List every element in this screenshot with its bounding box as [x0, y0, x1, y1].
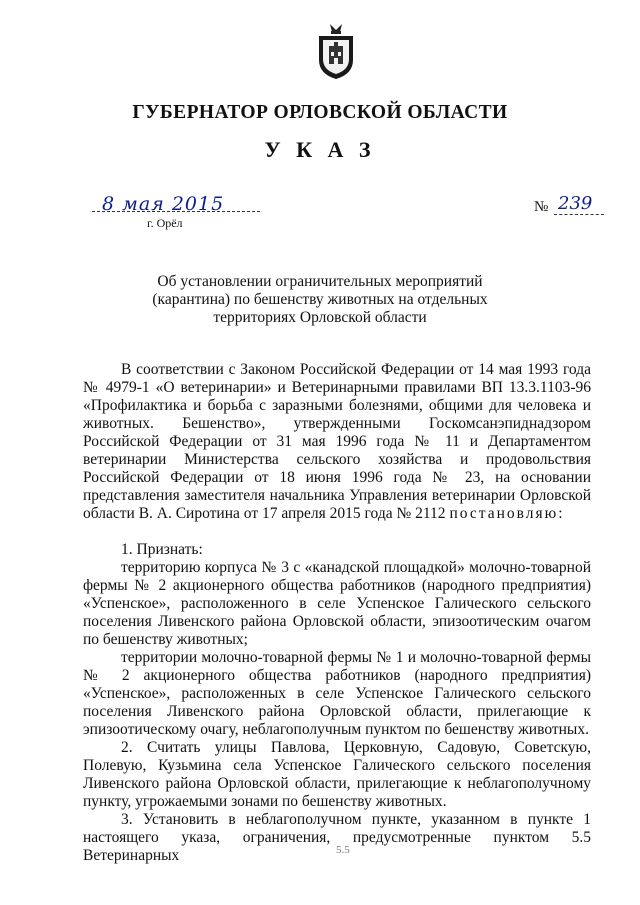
item-1-clause-b: территории молочно-товарной фермы № 1 и молочно-товарной фермы № 2 акционерного общества работников (народного предприятия) «Успенское», расположенных в селе Успенское Галического сельского поселения Ливенского района Орловской области, прилегающие к эпизоотическому очагу, неблагополучным пунктом по бешенству животных.	[83, 649, 591, 738]
decree-body	[83, 361, 591, 865]
authority-title: ГУБЕРНАТОР ОРЛОВСКОЙ ОБЛАСТИ	[132, 102, 508, 123]
decree-subject	[130, 273, 510, 327]
city: г. Орёл	[147, 216, 183, 230]
handwritten-date: 8 мая 2015	[102, 193, 225, 215]
item-3: 3. Установить в неблагополучном пункте, указанном в пункте 1 настоящего указа, ограничения, предусмотренные пунктом 5.5 Ветеринарных	[83, 811, 591, 864]
document-type: У К А З	[264, 137, 376, 162]
page-mark: 5.5	[336, 844, 350, 856]
number-label: №	[534, 199, 549, 215]
subject-line: Об установлении ограничительных мероприятий	[157, 273, 483, 290]
item-1-title: 1. Признать:	[121, 541, 203, 558]
subject-line: территориях Орловской области	[213, 309, 427, 326]
item-2: 2. Считать улицы Павлова, Церковную, Садовую, Советскую, Полевую, Кузьмина села Успенское Галического сельского поселения Ливенского района Орловской области, прилегающие к неблагополучному пункту, угрожаемыми зонами по бешенству животных.	[83, 739, 591, 810]
preamble-text: В соответствии с Законом Российской Федерации от 14 мая 1993 года № 4979-1 «О ветеринарии» и Ветеринарными правилами ВП 13.3.1103-96 «Профилактика и борьба с заразными болезнями, общими для человека и животных. Бешенство», утвержденными Госкомсанэпиднадзором Российской Федерации от 31 мая 1996 года № 11 и Департаментом ветеринарии Министерства сельского хозяйства и продовольствия Российской Федерации от 18 июня 1996 года № 23, на основании представления заместителя начальника Управления ветеринарии Орловской области В. А. Сиротина от 17 апреля 2015 года № 2112	[83, 361, 591, 522]
subject-line: (карантина) по бешенству животных на отдельных	[152, 291, 488, 308]
item-1-clause-a: территорию корпуса № 3 с «канадской площадкой» молочно-товарной фермы № 2 акционерного общества работников (народного предприятия) «Успенское», расположенного в селе Успенское Галического сельского поселения Ливенского района Орловской области, эпизоотическим очагом по бешенству животных;	[83, 559, 591, 648]
resolution-word: постановляю:	[449, 505, 565, 522]
number-underline	[554, 214, 604, 215]
coat-of-arms-icon	[316, 22, 356, 80]
handwritten-number: 239	[558, 193, 593, 214]
preamble-paragraph	[83, 361, 591, 523]
